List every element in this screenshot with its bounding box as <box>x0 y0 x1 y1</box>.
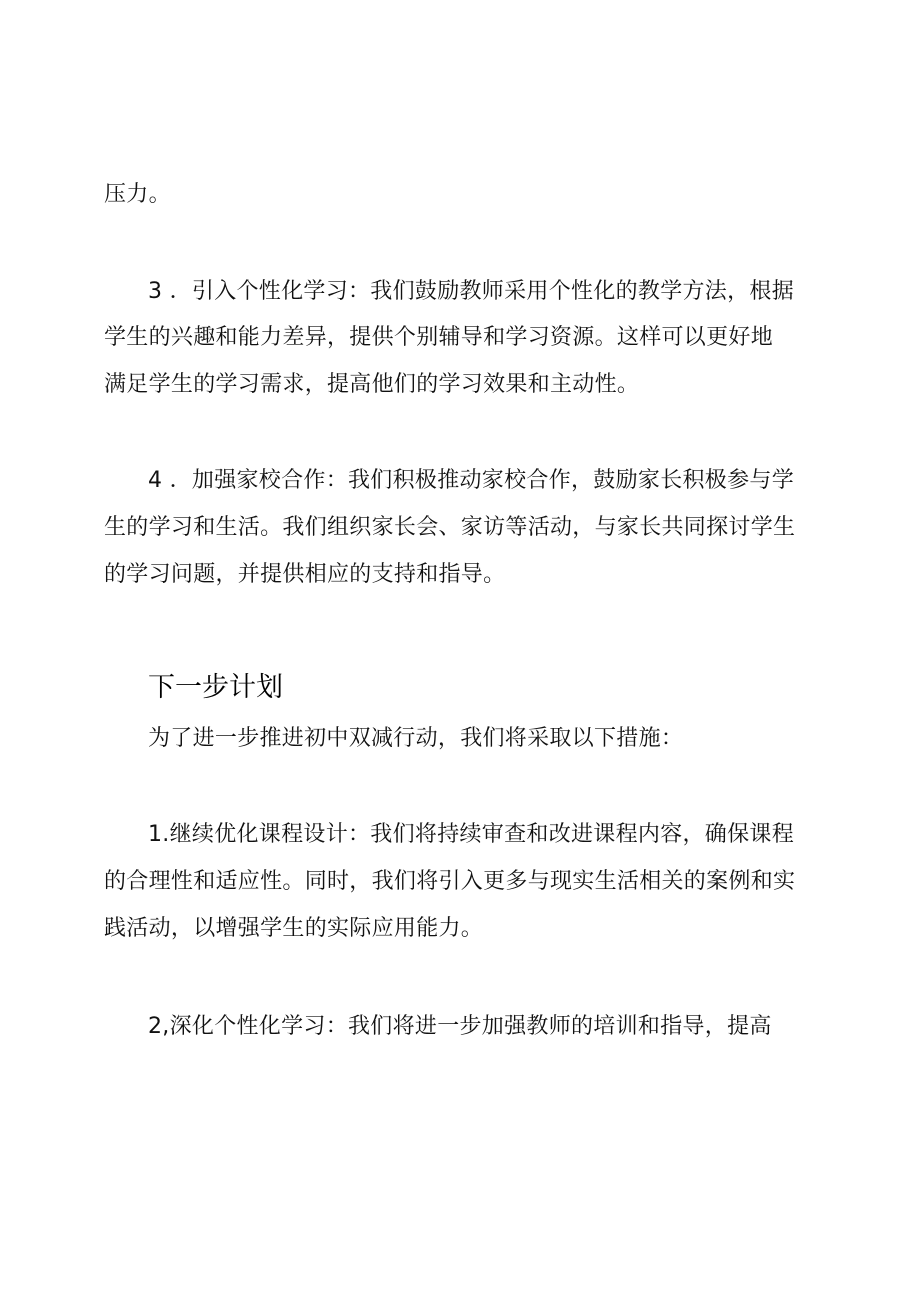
paragraph-line: 学生的兴趣和能力差异，提供个别辅导和学习资源。这样可以更好地 <box>104 325 774 350</box>
paragraph-line: 4 ．加强家校合作：我们积极推动家校合作，鼓励家长积极参与学 <box>148 468 794 493</box>
paragraph-line: 1.继续优化课程设计：我们将持续审查和改进课程内容，确保课程 <box>148 822 794 847</box>
paragraph-line: 的合理性和适应性。同时，我们将引入更多与现实生活相关的案例和实 <box>104 869 796 894</box>
paragraph-line: 生的学习和生活。我们组织家长会、家访等活动，与家长共同探讨学生 <box>104 515 796 540</box>
paragraph-line: 践活动，以增强学生的实际应用能力。 <box>104 916 484 941</box>
paragraph-line: 为了进一步推进初中双减行动，我们将采取以下措施： <box>148 726 684 751</box>
paragraph-line: 的学习问题，并提供相应的支持和指导。 <box>104 562 506 587</box>
paragraph-line: 压力。 <box>104 182 171 207</box>
paragraph-line: 3 ．引入个性化学习：我们鼓励教师采用个性化的教学方法，根据 <box>148 279 794 304</box>
paragraph-line: 满足学生的学习需求，提高他们的学习效果和主动性。 <box>104 372 640 397</box>
paragraph-line: 2,深化个性化学习：我们将进一步加强教师的培训和指导，提高 <box>148 1014 772 1039</box>
section-heading: 下一步计划 <box>148 672 283 703</box>
